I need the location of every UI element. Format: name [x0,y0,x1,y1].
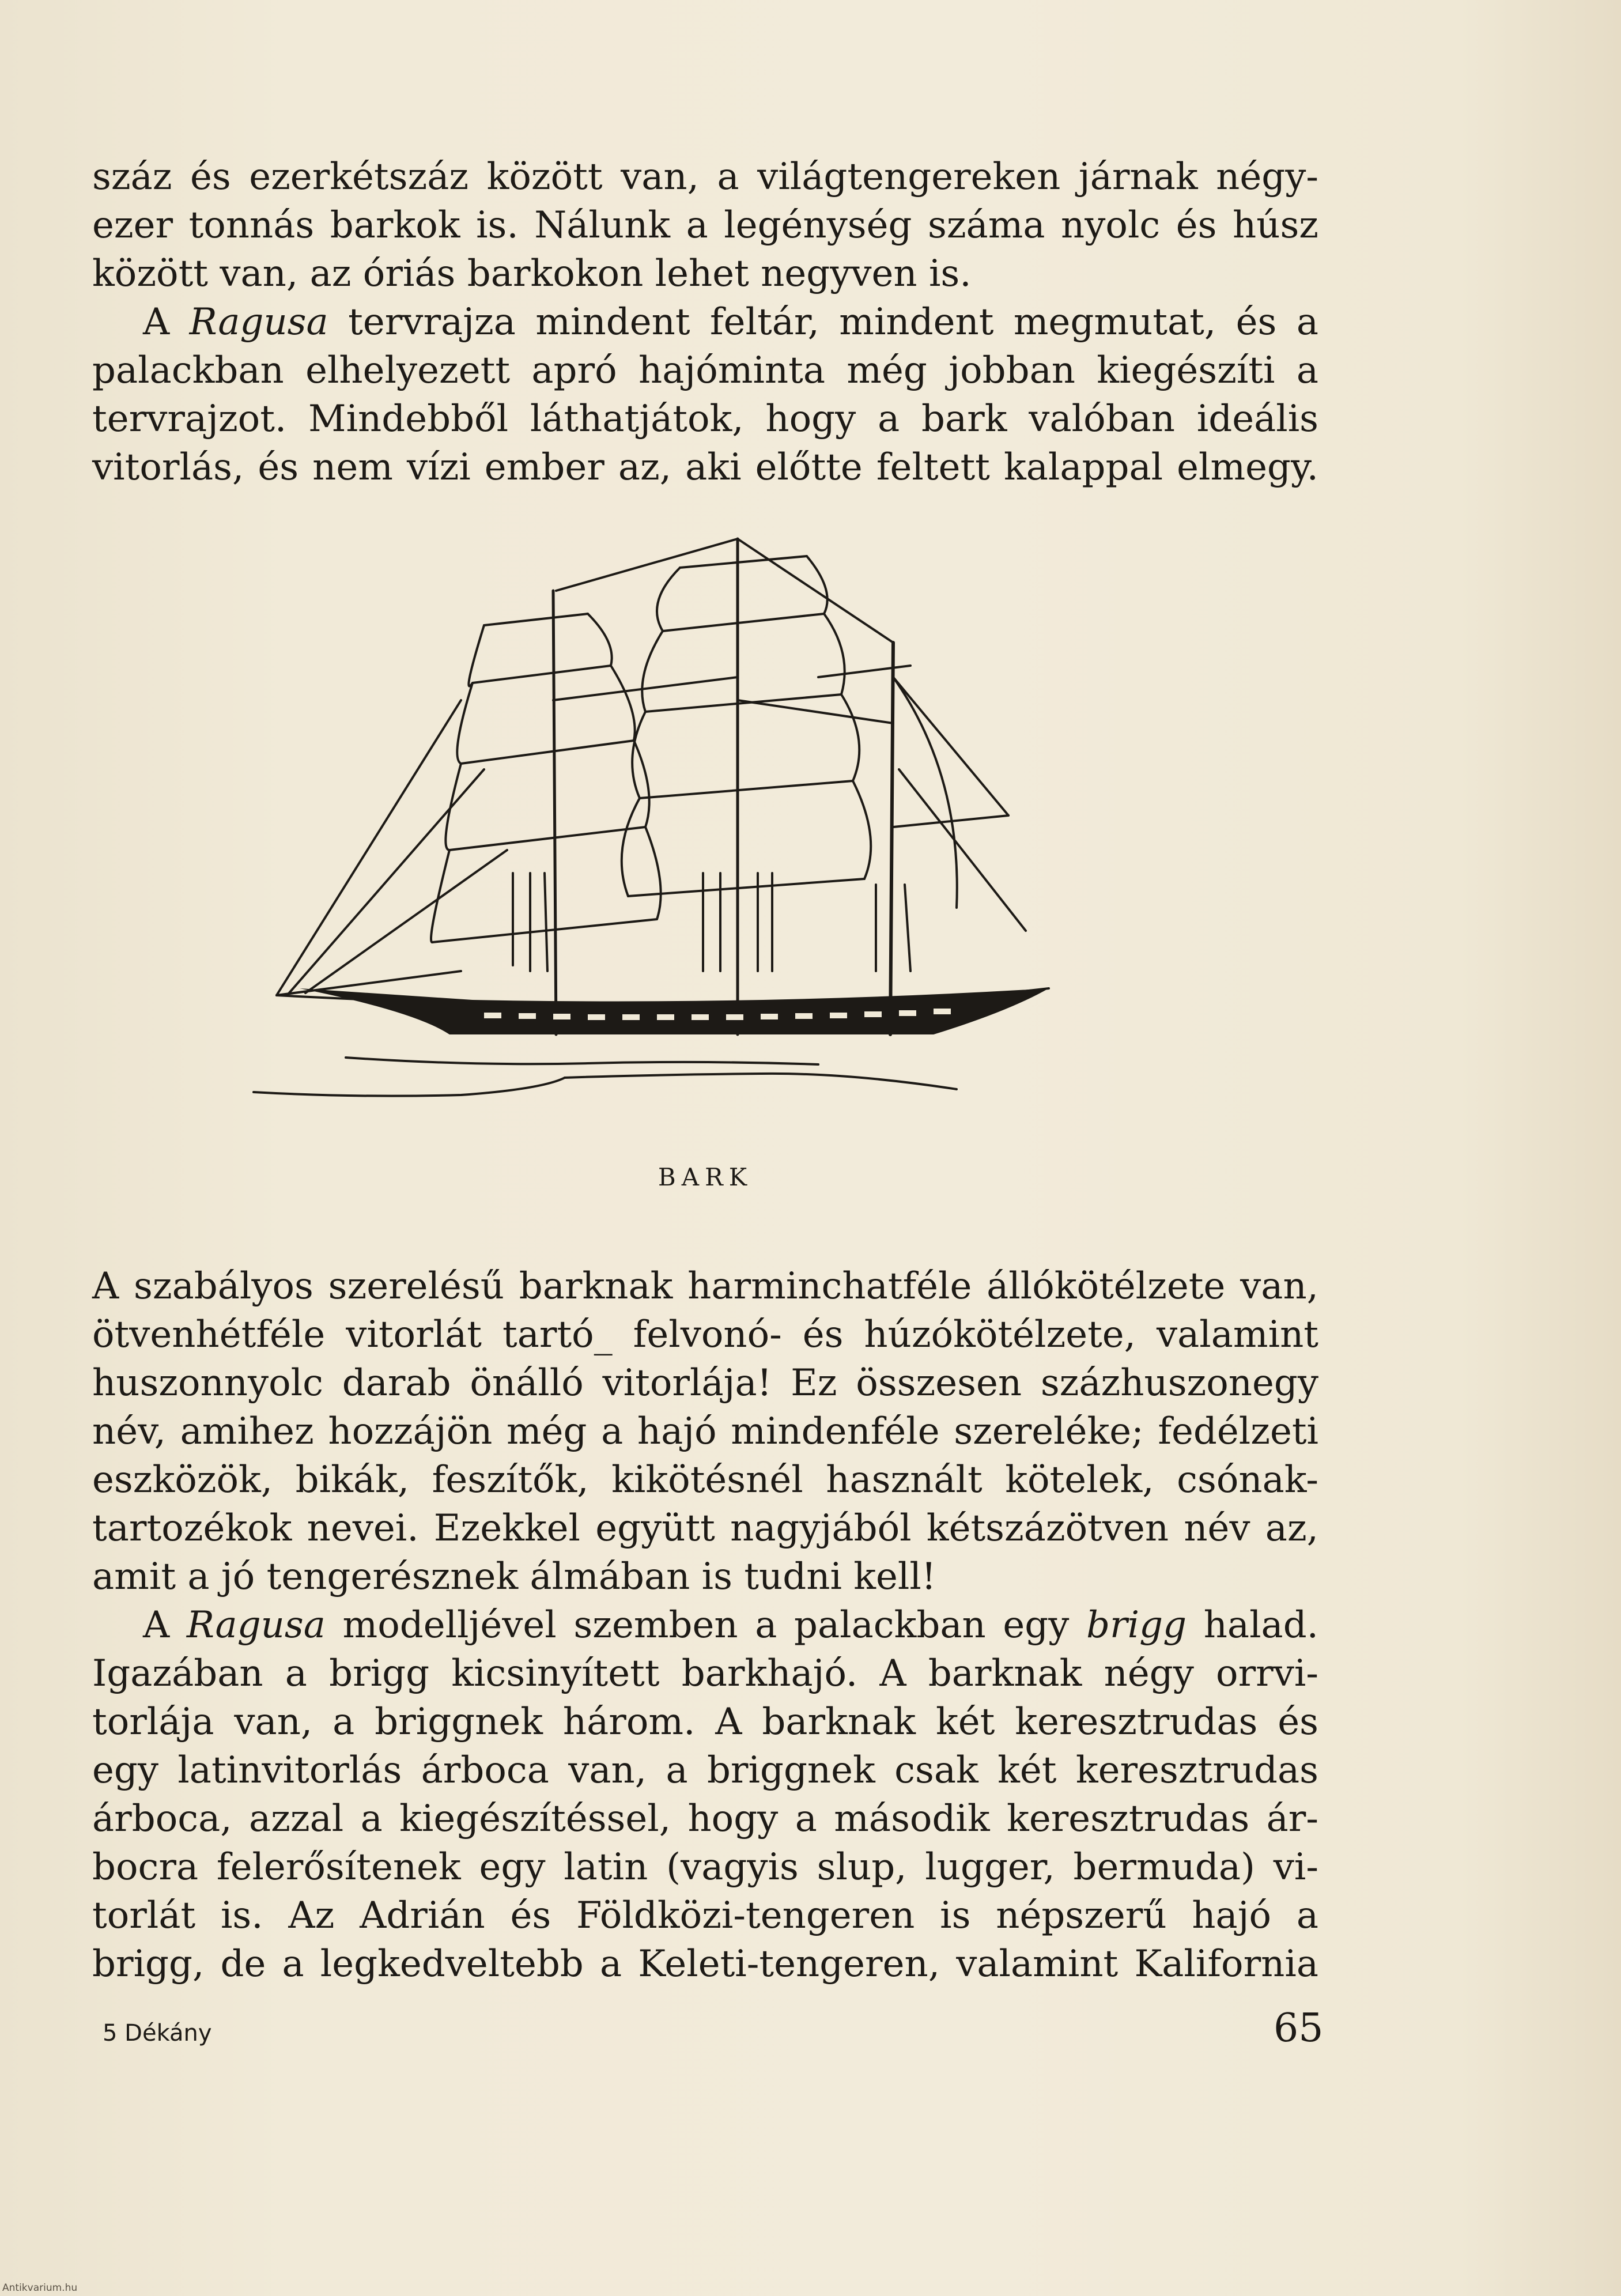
watermark: Antikvarium.hu [2,2282,78,2294]
paragraph-3: A szabályos szerelésű barknak harminchatféle állókötélzete van, ötvenhétféle vitorlát tartó_ felvonó- és húzókötélzete, valamint huszonnyolc darab önálló vitorlája! Ez összesen százhuszonegy név, amihez hozzájön még a hajó mindenféle szereléke; fedélzeti eszközök, bikák, feszítők, kikötésnél használt kötelek, csónak-tartozékok nevei. Ezekkel együtt nagyjából kétszázötven név az, amit a jó tengerésznek álmában is tudni kell! [92,1265,1318,1598]
ship-name-ragusa: Ragusa [189,301,328,343]
body-text-bottom [92,1262,1318,1988]
printer-signature: 5 Dékány [103,2020,212,2046]
ship-type-brigg: brigg [1086,1604,1187,1647]
ship-drawing [242,527,1060,1138]
paragraph-2-rest: tervrajza mindent feltár, mindent megmutat, és a palackban elhelyezett apró hajóminta még jobban kiegészíti a tervrajzot. Mindebből láthatjátok, hogy a bark valóban ideális vitorlás, és nem vízi ember az, aki előtte feltett kalappal elmegy. [92,301,1319,489]
paragraph-4-start: A [143,1604,187,1647]
paragraph-4 [92,1601,1318,1988]
page-number: 65 [1274,2006,1324,2051]
ship-name-ragusa-2: Ragusa [186,1604,326,1647]
bark-ship-illustration [242,527,1060,1138]
paragraph-4-rest: halad. Igazában a brigg kicsinyített barkhajó. A barknak négy orrvi-torlája van, a briggnek három. A barknak két keresztrudas és egy latinvitorlás árboca van, a briggnek csak két keresztrudas árboca, azzal a kiegészítéssel, hogy a második keresztrudas ár-bocra felerősítenek egy latin (vagyis slup, lugger, bermuda) vi-torlát is. Az Adrián és Földközi-tengeren is népszerű hajó a brigg, de a legkedveltebb a Keleti-tengeren, valamint Kalifornia [92,1604,1319,1985]
paragraph-1: száz és ezerkétszáz között van, a világtengereken járnak négy-ezer tonnás barkok is. Nálunk a legénység száma nyolc és húsz között van, az óriás barkokon lehet negyven is. [92,156,1318,295]
body-text-top [92,153,1318,492]
paragraph-2-start: A [143,301,190,343]
paragraph-4-middle: modelljével szemben a palackban egy [325,1604,1087,1647]
figure-caption: BARK [658,1163,753,1191]
paragraph-2 [92,298,1318,492]
